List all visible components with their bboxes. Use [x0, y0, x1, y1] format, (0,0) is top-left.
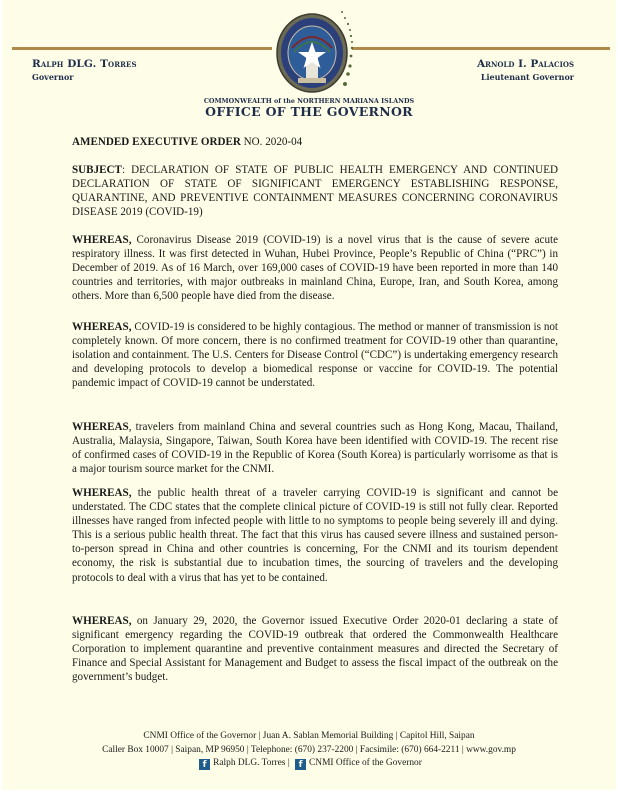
letterhead-footer: [2, 730, 616, 771]
document-page: [2, 0, 616, 790]
footer-social: [2, 757, 616, 771]
facebook-link-office[interactable]: CNMI Office of the Governor: [309, 758, 422, 768]
whereas-lead: WHEREAS,: [72, 321, 132, 333]
whereas-text: the public health threat of a traveler carrying COVID-19 is significant and cannot be understated. The CDC states that the complete clinical picture of COVID-19 is still not fully clear. Reported illnesses have ranged from infected people with little to no symptoms to people being severely ill and dying. This is a serious public health threat. The fact that this virus has caused severe illness and sustained person-to-person spread in China and other countries is concerning, For the CNMI and its tourism dependent economy, the risk is substantial due to incubation times, the sourcing of travelers and the developing protocols to deal with a virus that has yet to be contained.: [72, 487, 558, 584]
subject-label: SUBJECT: [72, 164, 122, 176]
whereas-text: COVID-19 is considered to be highly contagious. The method or manner of transmission is not completely known. Of more concern, there is no confirmed treatment for COVID-19 other than quarantine, isolation and containment. The U.S. Centers for Disease Control (“CDC”) is undertaking emergency research and developing protocols to develop a biomedical response or vaccine for COVID-19. The potential pandemic impact of COVID-19 cannot be understated.: [72, 321, 558, 390]
lt-governor-title: Lieutenant Governor: [480, 72, 574, 82]
commonwealth-heading: COMMONWEALTH of the NORTHERN MARIANA ISLANDS: [203, 97, 415, 105]
governor-title: Governor: [32, 72, 74, 82]
whereas-paragraph: [72, 614, 558, 684]
whereas-paragraph: [72, 420, 558, 476]
footer-contact: Caller Box 10007 | Saipan, MP 96950 | Telephone: (670) 237-2200 | Facsimile: (670) 664-2211 | www.gov.mp: [102, 744, 516, 755]
whereas-paragraph: [72, 320, 558, 390]
facebook-link-governor[interactable]: Ralph DLG. Torres: [213, 758, 286, 768]
lt-governor-name: Arnold I. Palacios: [476, 58, 574, 70]
whereas-text: Coronavirus Disease 2019 (COVID-19) is a novel virus that is the cause of severe acute respiratory illness. It was first detected in Wuhan, Hubei Province, People’s Republic of China (“PRC”) in December of 2019. As of 16 March, over 169,000 cases of COVID-19 have been reported in more than 140 countries and territories, with major outbreaks in mainland China, Europe, Iran, and South Korea, among others. More than 6,500 people have died from the disease.: [72, 234, 558, 303]
facebook-icon[interactable]: f: [199, 759, 210, 770]
whereas-lead: WHEREAS,: [72, 487, 132, 499]
whereas-paragraph: [72, 233, 558, 303]
order-number: [72, 135, 558, 149]
order-number-value: NO. 2020-04: [240, 136, 303, 148]
islands-chain-icon: [339, 8, 359, 94]
whereas-lead: WHEREAS: [72, 421, 129, 433]
footer-address: CNMI Office of the Governor | Juan A. Sablan Memorial Building | Capitol Hill, Saipan: [143, 731, 475, 741]
footer-separator: |: [285, 758, 293, 768]
letterhead-rule-left: [12, 47, 272, 50]
letterhead-rule-right: [352, 47, 610, 50]
whereas-paragraph: [72, 486, 558, 585]
whereas-text: , travelers from mainland China and several countries such as Hong Kong, Macau, Thailand, Australia, Malaysia, Singapore, Taiwan, South Korea have been identified with COVID-19. The recent rise of confirmed cases of COVID-19 in the Republic of Korea (South Korea) is particularly worrisome as that is a major tourism source market for the CNMI.: [72, 421, 558, 476]
whereas-lead: WHEREAS,: [72, 615, 132, 627]
subject-text: : DECLARATION OF STATE OF PUBLIC HEALTH EMERGENCY AND CONTINUED DECLARATION OF STATE OF SIGNIFICANT EMERGENCY ESTABLISHING RESPONSE, QUARANTINE, AND PREVENTIVE CONTAINMENT MEASURES CONCERNING CORONAVIRUS DISEASE 2019 (COVID-19): [72, 164, 558, 219]
governor-name: Ralph DLG. Torres: [32, 58, 137, 70]
office-heading: OFFICE OF THE GOVERNOR: [205, 104, 413, 119]
order-title: AMENDED EXECUTIVE ORDER: [72, 136, 241, 148]
order-subject: [72, 163, 558, 219]
whereas-text: on January 29, 2020, the Governor issued Executive Order 2020-01 declaring a state of significant emergency regarding the COVID-19 outbreak that ordered the Commonwealth Healthcare Corporation to implement quarantine and preventive containment measures and directed the Secretary of Finance and Special Assistant for Management and Budget to assess the fiscal impact of the outbreak on the government’s budget.: [72, 615, 558, 684]
facebook-icon[interactable]: f: [295, 759, 306, 770]
whereas-lead: WHEREAS,: [72, 234, 132, 246]
